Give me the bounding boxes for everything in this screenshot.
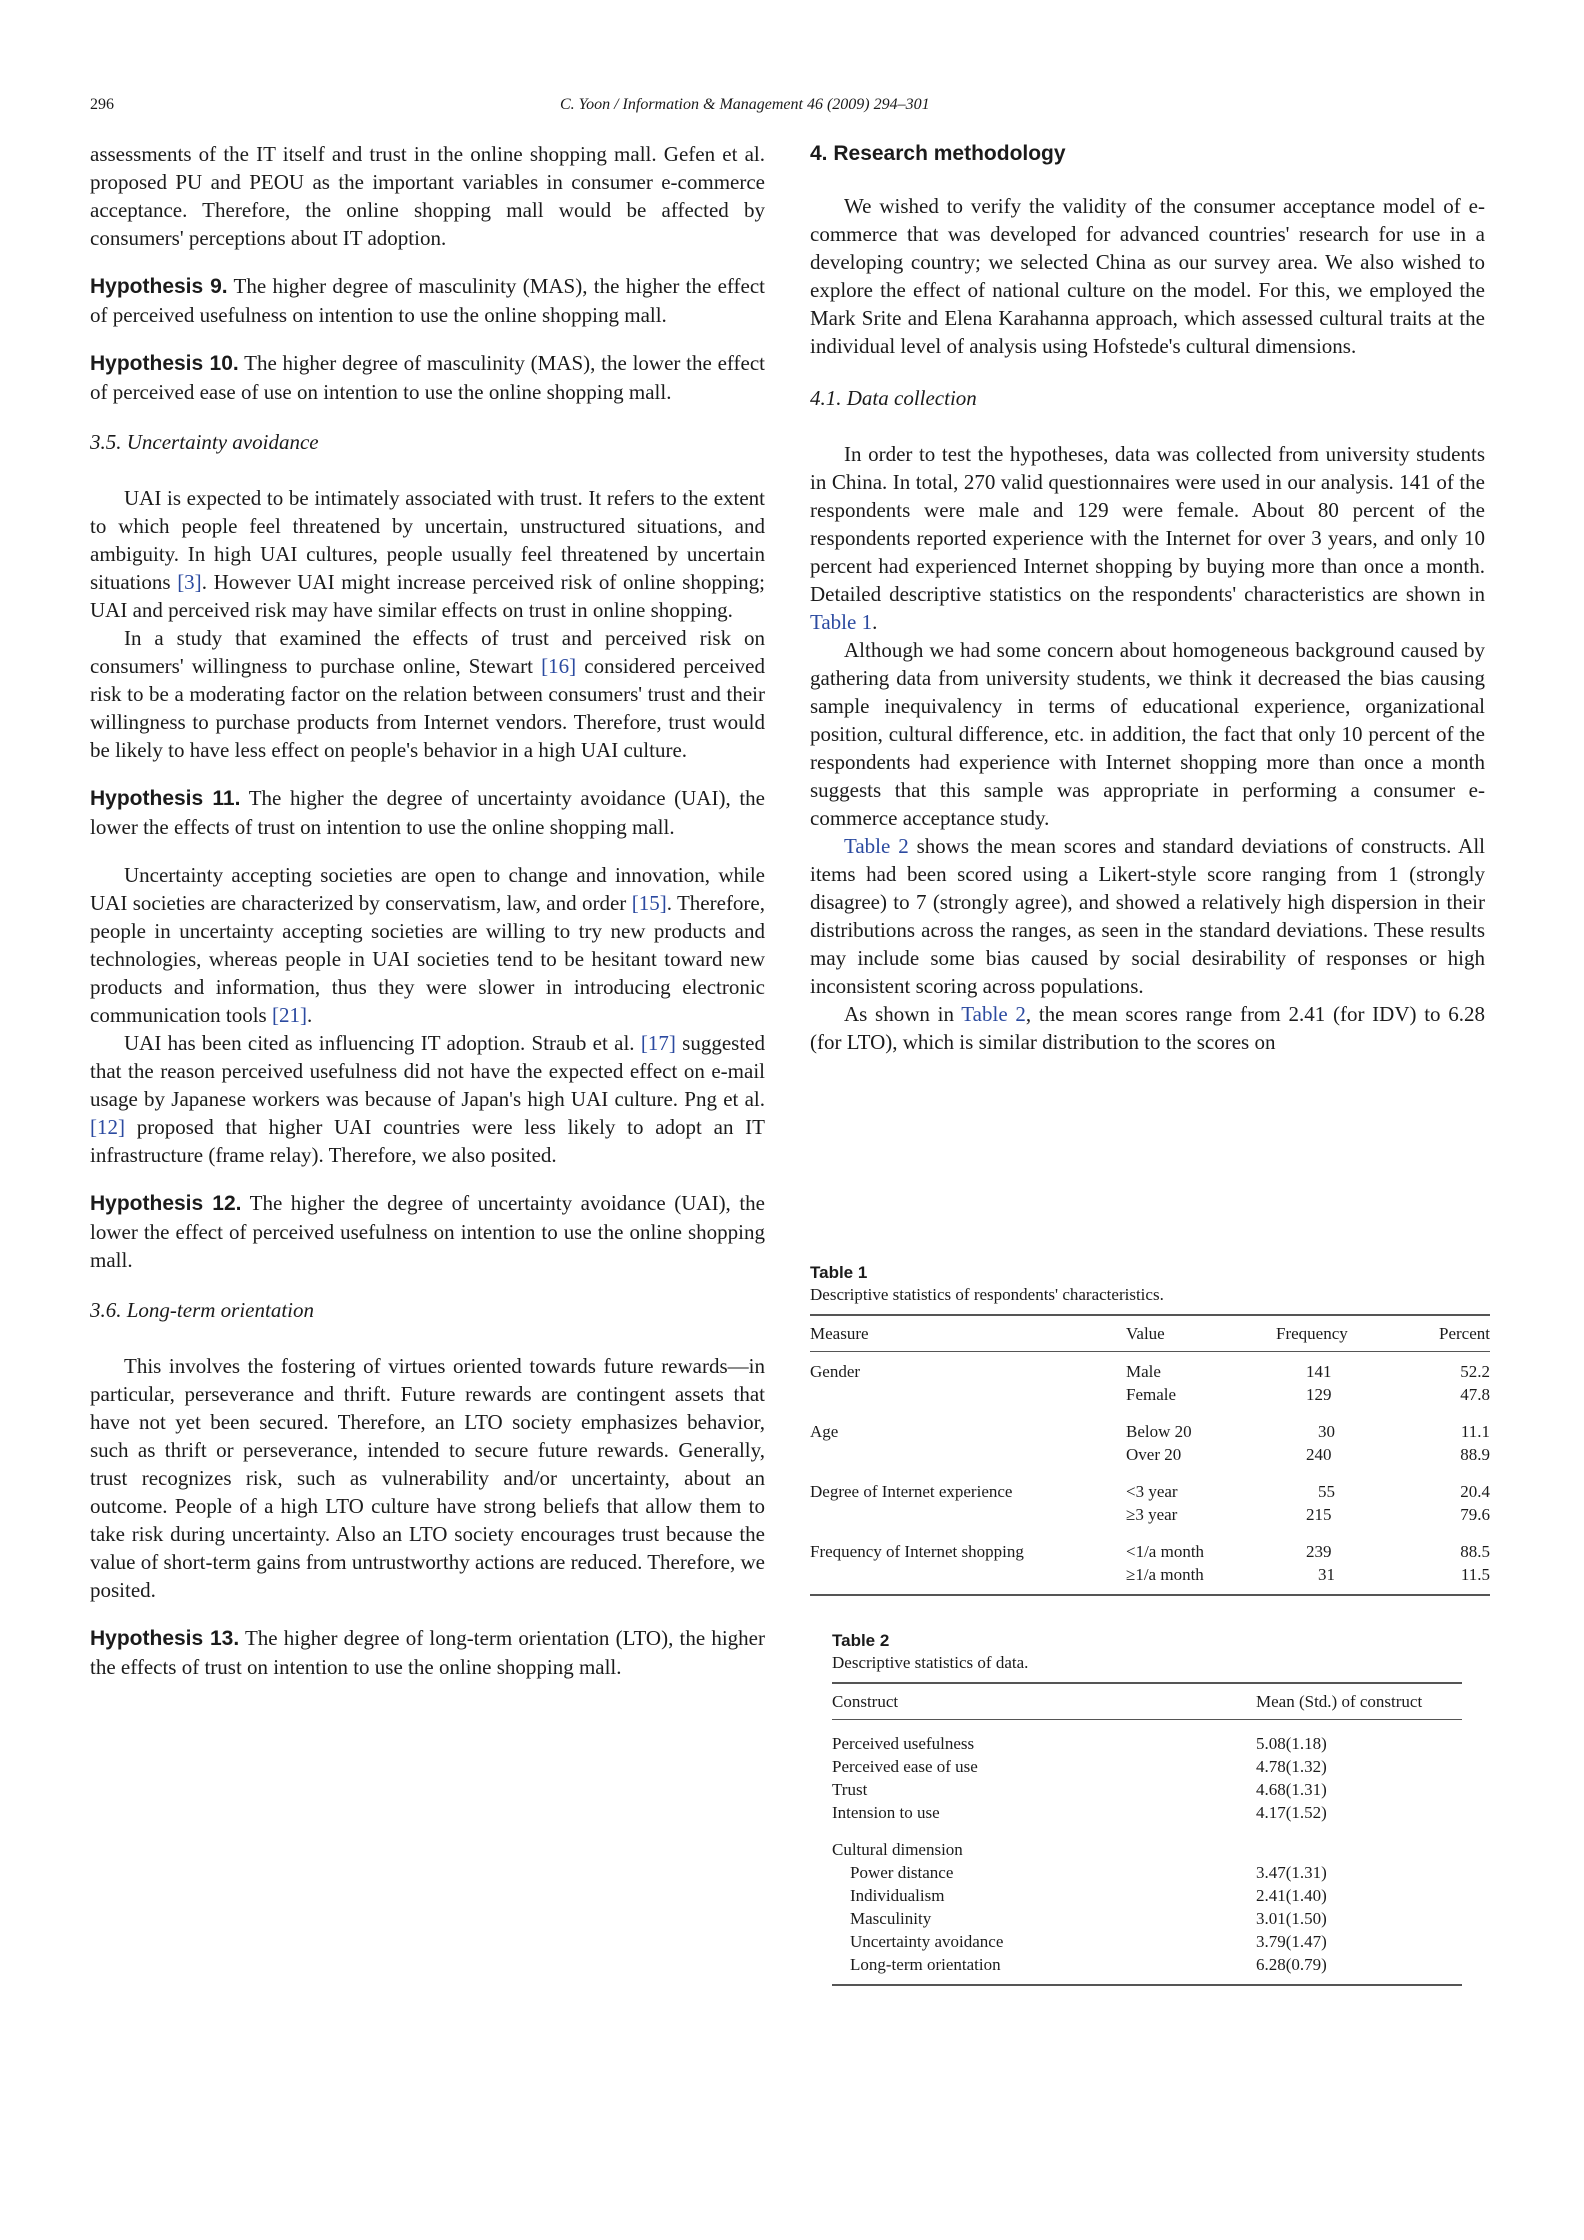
section-heading-4: 4. Research methodology: [810, 142, 1066, 165]
table-group-row: Cultural dimension: [832, 1840, 963, 1859]
hypothesis-text: The higher degree of masculinity (MAS), the higher the effect of perceived usefulness on intention to use the online shopping mall.: [90, 274, 765, 327]
column-header: Mean (Std.) of construct: [1256, 1683, 1462, 1720]
paragraph: Table 2 shows the mean scores and standard deviations of constructs. All items had been scored using a Likert-style score ranging from 1 (strongly disagree) to 7 (strongly agree), and showed a relatively high dispersion in their distributions across the ranges, as seen in the standard deviations. These results may include some bias caused by social desirability of responses or high inconsistent scoring across populations.: [810, 834, 1485, 998]
hypothesis-9: [90, 272, 765, 329]
table-row: Age Below 20 Over 20 30 240 11.1 88.9: [810, 1422, 1490, 1464]
column-header: Construct: [832, 1683, 1256, 1720]
table-link[interactable]: Table 2: [844, 834, 909, 858]
table-label: Table 1: [810, 1263, 868, 1282]
table-row: Degree of Internet experience <3 year ≥3 year 55 215 20.4 79.6: [810, 1482, 1490, 1524]
table-row: Masculinity 3.01(1.50): [850, 1909, 1327, 1928]
table-row: Individualism 2.41(1.40): [850, 1886, 1327, 1905]
hypothesis-text: The higher the degree of uncertainty avoidance (UAI), the lower the effect of perceived usefulness on intention to use the online shopping mall.: [90, 1191, 765, 1272]
hypothesis-text: The higher degree of masculinity (MAS), the lower the effect of perceived ease of use on intention to use the online shopping mall.: [90, 351, 765, 404]
table-link[interactable]: Table 2: [961, 1002, 1026, 1026]
hypothesis-label: Hypothesis 13.: [90, 1627, 240, 1650]
hypothesis-label: Hypothesis 10.: [90, 352, 239, 375]
table-row: Perceived usefulness 5.08(1.18): [832, 1734, 1327, 1753]
table-row: Power distance 3.47(1.31): [850, 1863, 1327, 1882]
citation-link[interactable]: [12]: [90, 1115, 125, 1139]
column-header: Measure: [810, 1315, 1126, 1352]
paragraph: assessments of the IT itself and trust in the online shopping mall. Gefen et al. proposed PU and PEOU as the important variables in consumer e-commerce acceptance. Therefore, the online shopping mall would be affected by consumers' perceptions about IT adoption.: [90, 142, 765, 250]
descriptive-table: [832, 1682, 1462, 1986]
right-column: [810, 140, 1485, 1056]
hypothesis-13: [90, 1624, 765, 1681]
table-2: [832, 1630, 1462, 1986]
table-row: Perceived ease of use 4.78(1.32): [832, 1757, 1327, 1776]
paragraph: Although we had some concern about homogeneous background caused by gathering data from university students, we think it decreased the bias causing sample inequivalency in terms of educational experience, organizational position, cultural difference, etc. in addition, the fact that only 10 percent of the respondents had experience with Internet shopping more than once a month suggests that this sample was appropriate in performing a consumer e-commerce acceptance study.: [810, 638, 1485, 830]
table-link[interactable]: Table 1: [810, 610, 873, 634]
table-label: Table 2: [832, 1631, 890, 1650]
table-row: Uncertainty avoidance 3.79(1.47): [850, 1932, 1327, 1951]
table-1: [810, 1262, 1490, 1596]
column-header: Frequency: [1276, 1315, 1390, 1352]
table-caption: Descriptive statistics of respondents' characteristics.: [810, 1285, 1164, 1304]
paragraph: We wished to verify the validity of the consumer acceptance model of e-commerce that was developed for advanced countries' research for use in a developing country; we selected China as our survey area. We also wished to explore the effect of national culture on the model. For this, we employed the Mark Srite and Elena Karahanna approach, which assessed cultural traits at the individual level of analysis using Hofstede's cultural dimensions.: [810, 194, 1485, 358]
journal-citation: C. Yoon / Information & Management 46 (2009) 294–301: [560, 96, 930, 113]
citation-link[interactable]: [15]: [631, 891, 667, 915]
table-row: Intension to use 4.17(1.52): [832, 1803, 1327, 1822]
hypothesis-10: [90, 349, 765, 406]
column-header: Value: [1126, 1315, 1276, 1352]
table-row: Gender Male Female 141 129 52.2 47.8: [810, 1362, 1490, 1404]
hypothesis-text: The higher the degree of uncertainty avoidance (UAI), the lower the effects of trust on intention to use the online shopping mall.: [90, 786, 765, 839]
hypothesis-label: Hypothesis 9.: [90, 275, 228, 298]
section-heading-3-5: 3.5. Uncertainty avoidance: [90, 430, 319, 454]
page-header: [90, 96, 1490, 126]
table-caption: Descriptive statistics of data.: [832, 1653, 1029, 1672]
table-row: Long-term orientation 6.28(0.79): [832, 1953, 1462, 1985]
paragraph: As shown in Table 2, the mean scores range from 2.41 (for IDV) to 6.28 (for LTO), which is similar distribution to the scores on: [810, 1002, 1485, 1054]
hypothesis-label: Hypothesis 12.: [90, 1192, 242, 1215]
column-header: Percent: [1390, 1315, 1490, 1352]
hypothesis-11: [90, 784, 765, 841]
paragraph: In a study that examined the effects of trust and perceived risk on consumers' willingness to purchase online, Stewart [16] considered perceived risk to be a moderating factor on the relation between consumers' trust and their willingness to purchase products from Internet vendors. Therefore, trust would be likely to have less effect on people's behavior in a high UAI culture.: [90, 626, 765, 762]
paragraph: UAI is expected to be intimately associated with trust. It refers to the extent to which people feel threatened by uncertain, unstructured situations, and ambiguity. In high UAI cultures, people usually feel threatened by uncertain situations [3]. However UAI might increase perceived risk of online shopping; UAI and perceived risk may have similar effects on trust in online shopping.: [90, 486, 765, 622]
paragraph: In order to test the hypotheses, data was collected from university students in China. In total, 270 valid questionnaires were used in our analysis. 141 of the respondents were male and 129 were female. About 80 percent of the respondents reported experience with the Internet for over 3 years, and only 10 percent had experienced Internet shopping by buying more than once a month. Detailed descriptive statistics on the respondents' characteristics are shown in Table 1.: [810, 442, 1485, 634]
citation-link[interactable]: [17]: [640, 1031, 676, 1055]
page-number: 296: [90, 96, 114, 113]
section-heading-4-1: 4.1. Data collection: [810, 386, 977, 410]
hypothesis-label: Hypothesis 11.: [90, 787, 241, 810]
paragraph: This involves the fostering of virtues oriented towards future rewards—in particular, perseverance and thrift. Future rewards are contingent assets that have not yet been secured. Therefore, an LTO society emphasizes behavior, such as thrift or perseverance, intended to secure future rewards. Generally, trust recognizes risk, such as vulnerability and/or uncertainty, about an outcome. People of a high LTO culture have strong beliefs that allow them to take risk during uncertainty. Also an LTO society encourages trust because the value of short-term gains from untrustworthy actions are reduced. Therefore, we posited.: [90, 1354, 765, 1602]
citation-link[interactable]: [3]: [177, 570, 202, 594]
paragraph: UAI has been cited as influencing IT adoption. Straub et al. [17] suggested that the reason perceived usefulness did not have the expected effect on e-mail usage by Japanese workers was because of Japan's high UAI culture. Png et al. [12] proposed that higher UAI countries were less likely to adopt an IT infrastructure (frame relay). Therefore, we also posited.: [90, 1031, 765, 1167]
left-column: [90, 140, 765, 1681]
table-row: Frequency of Internet shopping <1/a month ≥1/a month 239 31 88.5 11.5: [810, 1526, 1490, 1595]
hypothesis-12: [90, 1189, 765, 1274]
table-row: Trust 4.68(1.31): [832, 1780, 1327, 1799]
descriptive-table: [810, 1314, 1490, 1596]
citation-link[interactable]: [16]: [541, 654, 577, 678]
hypothesis-text: The higher degree of long-term orientation (LTO), the higher the effects of trust on intention to use the online shopping mall.: [90, 1626, 765, 1679]
paragraph: Uncertainty accepting societies are open to change and innovation, while UAI societies are characterized by conservatism, law, and order [15]. Therefore, people in uncertainty accepting societies are willing to try new products and technologies, whereas people in UAI societies tend to be hesitant toward new products and information, thus they were slower in introducing electronic communication tools [21].: [90, 863, 765, 1027]
section-heading-3-6: 3.6. Long-term orientation: [90, 1298, 314, 1322]
citation-link[interactable]: [21]: [271, 1003, 307, 1027]
